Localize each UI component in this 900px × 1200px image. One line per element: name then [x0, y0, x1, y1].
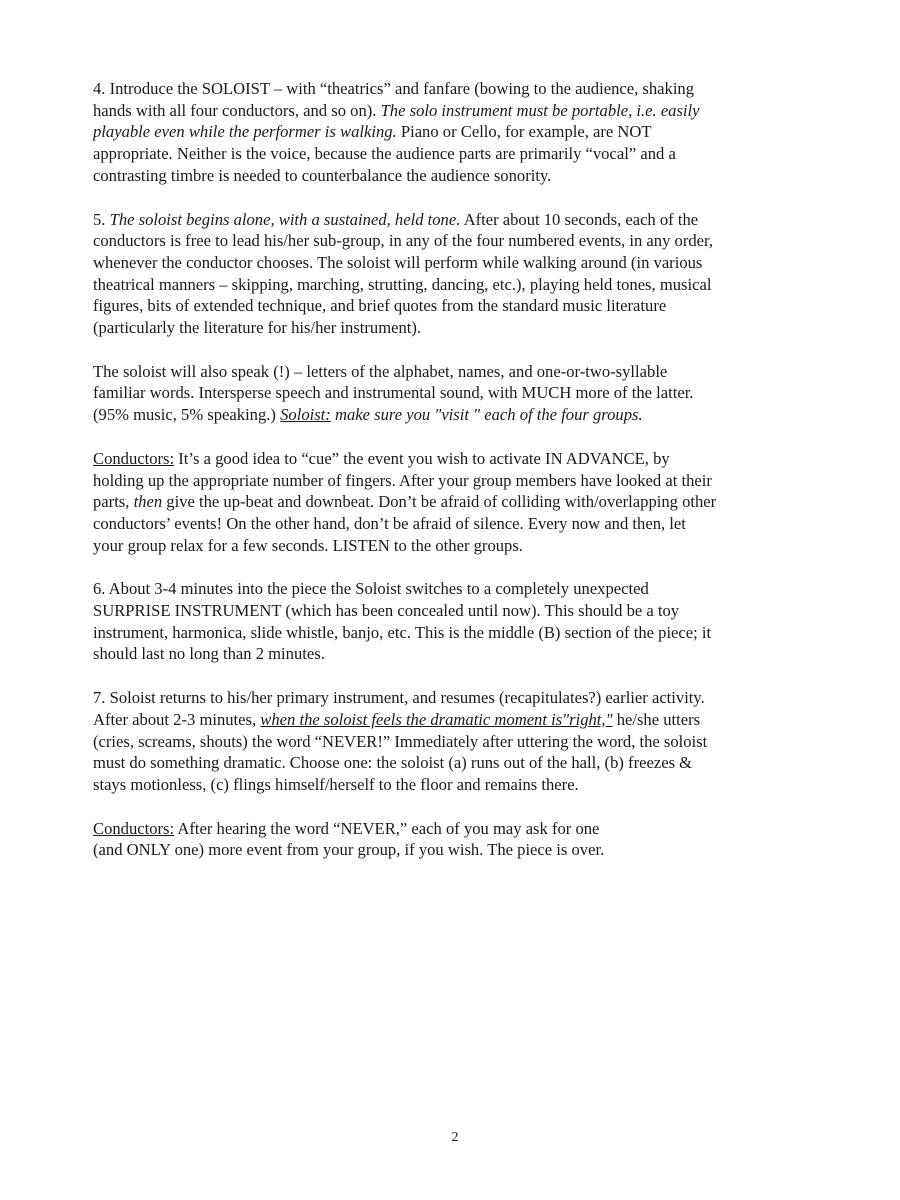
- text-run: holding up the appropriate number of fingers. After your group members have looked at their: [93, 470, 712, 490]
- text-run: instrument, harmonica, slide whistle, banjo, etc. This is the middle (B) section of the piece; it: [93, 622, 712, 642]
- text-line: [93, 209, 818, 231]
- text-line: [93, 382, 818, 404]
- text-line: [93, 230, 818, 252]
- text-run: must do something dramatic. Choose one: the soloist (a) runs out of the hall, (b) freezes &: [93, 753, 693, 773]
- paragraph-speak: [93, 361, 818, 426]
- text-run: After about 2-3 minutes,: [93, 709, 261, 729]
- text-run: theatrical manners – skipping, marching, strutting, dancing, etc.), playing held tones, musical: [93, 274, 712, 294]
- text-run: The soloist begins alone, with a sustained, held tone.: [109, 209, 461, 229]
- text-run: should last no long than 2 minutes.: [93, 644, 325, 664]
- text-run: make sure you "visit " each of the four groups.: [330, 405, 643, 425]
- paragraph-conductors-1: [93, 448, 818, 557]
- text-run: whenever the conductor chooses. The soloist will perform while walking around (in various: [93, 252, 703, 272]
- text-run: Conductors:: [93, 448, 175, 468]
- text-line: [93, 143, 818, 165]
- text-line: [93, 622, 818, 644]
- text-run: conductors is free to lead his/her sub-group, in any of the four numbered events, in any order,: [93, 231, 714, 251]
- text-line: [93, 818, 818, 840]
- paragraph-conductors-2: [93, 818, 818, 861]
- text-line: [93, 295, 818, 317]
- text-run: figures, bits of extended technique, and brief quotes from the standard music literature: [93, 296, 667, 316]
- text-run: 5.: [93, 209, 110, 229]
- text-run: he/she utters: [612, 709, 701, 729]
- text-run: SURPRISE INSTRUMENT (which has been concealed until now). This should be a toy: [93, 601, 680, 621]
- text-run: stays motionless, (c) flings himself/herself to the floor and remains there.: [93, 774, 579, 794]
- paragraph-4: [93, 78, 818, 187]
- text-line: [93, 839, 818, 861]
- text-run: conductors’ events! On the other hand, don’t be afraid of silence. Every now and then, let: [93, 513, 686, 533]
- text-run: when the soloist feels the dramatic moment is"right,": [260, 709, 613, 729]
- text-line: [93, 361, 818, 383]
- text-line: [93, 578, 818, 600]
- page-number: 2: [451, 1130, 459, 1145]
- text-run: appropriate. Neither is the voice, because the audience parts are primarily “vocal” and a: [93, 144, 676, 164]
- text-run: (95% music, 5% speaking.): [93, 405, 281, 425]
- text-line: [93, 709, 818, 731]
- text-run: 7. Soloist returns to his/her primary instrument, and resumes (recapitulates?) earlier activity.: [93, 688, 705, 708]
- paragraph-7: [93, 687, 818, 796]
- text-run: Conductors:: [93, 818, 175, 838]
- text-line: [93, 274, 818, 296]
- text-run: familiar words. Intersperse speech and instrumental sound, with MUCH more of the latter.: [93, 383, 694, 403]
- text-line: [93, 491, 818, 513]
- text-line: [93, 121, 818, 143]
- text-line: [93, 731, 818, 753]
- text-run: Soloist:: [280, 405, 331, 425]
- text-line: [93, 752, 818, 774]
- text-line: [93, 774, 818, 796]
- text-run: The solo instrument must be portable, i.e. easily: [380, 100, 700, 120]
- text-line: [93, 404, 818, 426]
- text-run: your group relax for a few seconds. LISTEN to the other groups.: [93, 535, 523, 555]
- text-run: 4. Introduce the SOLOIST – with “theatrics” and fanfare (bowing to the audience, shaking: [93, 79, 695, 98]
- paragraph-5: [93, 209, 818, 339]
- text-run: (and ONLY one) more event from your group, if you wish. The piece is over.: [93, 840, 605, 860]
- text-run: give the up-beat and downbeat. Don’t be afraid of colliding with/overlapping other: [162, 492, 717, 512]
- text-run: Piano or Cello, for example, are NOT: [396, 122, 652, 142]
- text-run: After about 10 seconds, each of the: [460, 209, 699, 229]
- text-run: 6. About 3-4 minutes into the piece the Soloist switches to a completely unexpected: [93, 579, 649, 599]
- text-run: then: [133, 492, 163, 512]
- text-run: It’s a good idea to “cue” the event you wish to activate IN ADVANCE, by: [174, 448, 670, 468]
- text-run: The soloist will also speak (!) – letters of the alphabet, names, and one-or-two-syllable: [93, 361, 668, 381]
- text-run: After hearing the word “NEVER,” each of you may ask for one: [174, 818, 600, 838]
- text-line: [93, 448, 818, 470]
- text-run: hands with all four conductors, and so on).: [93, 100, 381, 120]
- text-run: contrasting timbre is needed to counterbalance the audience sonority.: [93, 165, 552, 185]
- text-run: (particularly the literature for his/her instrument).: [93, 318, 422, 338]
- text-run: (cries, screams, shouts) the word “NEVER!” Immediately after uttering the word, the soloist: [93, 731, 708, 751]
- text-line: [93, 470, 818, 492]
- text-line: [93, 643, 818, 665]
- text-line: [93, 165, 818, 187]
- text-line: [93, 600, 818, 622]
- paragraph-6: [93, 578, 818, 665]
- text-line: [93, 317, 818, 339]
- document-body: [93, 78, 818, 883]
- text-line: [93, 535, 818, 557]
- text-run: playable even while the performer is walking.: [93, 122, 397, 142]
- text-line: [93, 100, 818, 122]
- text-line: [93, 252, 818, 274]
- text-run: parts,: [93, 492, 134, 512]
- text-line: [93, 687, 818, 709]
- text-line: [93, 513, 818, 535]
- text-line: [93, 78, 818, 100]
